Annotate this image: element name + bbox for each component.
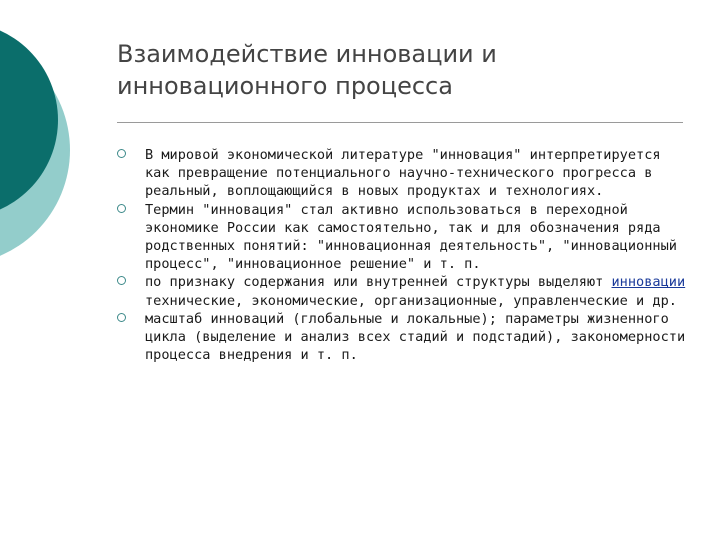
innovations-link[interactable]: инновации (611, 274, 686, 291)
bullet-item (117, 201, 687, 274)
slide-title-line-2: инновационного процесса (117, 72, 453, 100)
bullet-list (117, 146, 687, 364)
slide-title-line-1: Взаимодействие инновации и (117, 40, 497, 68)
circle-bullet-icon (117, 149, 126, 158)
decorative-circles (0, 0, 90, 300)
slide-title (117, 38, 697, 102)
bullet-text: В мировой экономической литературе "инновация" интерпретируется как превращение потенциального научно-технического прогресса в реальный, воплощающийся в новых продуктах и технологиях. (145, 147, 661, 200)
bullet-text-after-link: технические, экономические, организационные, управленческие и др. (145, 292, 677, 309)
bullet-item (117, 273, 687, 309)
circle-bullet-icon (117, 204, 126, 213)
circle-bullet-icon (117, 276, 126, 285)
bullet-text-before-link: по признаку содержания или внутренней структуры выделяют (145, 274, 612, 291)
title-divider (117, 122, 683, 123)
bullet-item (117, 310, 687, 365)
bullet-text: Термин "инновация" стал активно использоваться в переходной экономике России как самостоятельно, так и для обозначения ряда родственных понятий: "инновационная деятельность", "инновационный процесс", "инновационное решение" и т. п. (145, 201, 677, 273)
bullet-text: масштаб инноваций (глобальные и локальные); параметры жизненного цикла (выделение и анализ всех стадий и подстадий), закономерности процесса внедрения и т. п. (145, 310, 686, 364)
bullet-item (117, 146, 687, 201)
circle-bullet-icon (117, 313, 126, 322)
